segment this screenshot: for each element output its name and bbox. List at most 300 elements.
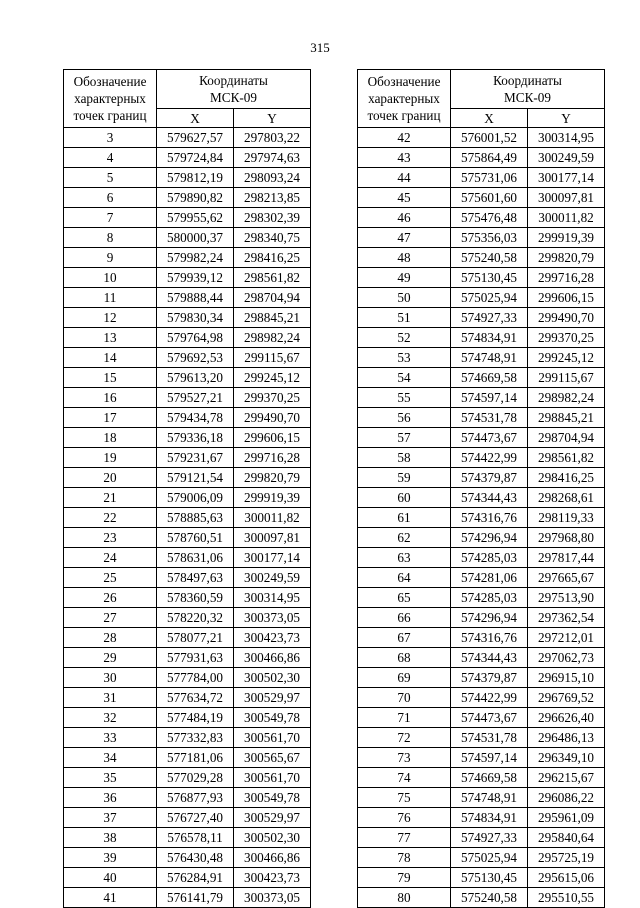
x-coordinate: 578497,63 [157, 568, 234, 588]
x-coordinate: 577029,28 [157, 768, 234, 788]
y-coordinate: 300097,81 [528, 188, 605, 208]
point-number: 28 [64, 628, 157, 648]
x-coordinate: 576877,93 [157, 788, 234, 808]
y-coordinate: 298704,94 [528, 428, 605, 448]
y-coordinate: 298340,75 [234, 228, 311, 248]
coordinates-table-right [357, 69, 605, 908]
x-coordinate: 578885,63 [157, 508, 234, 528]
table-row [64, 368, 311, 388]
x-coordinate: 579939,12 [157, 268, 234, 288]
y-coordinate: 298093,24 [234, 168, 311, 188]
x-coordinate: 574379,87 [451, 468, 528, 488]
y-coordinate: 300561,70 [234, 728, 311, 748]
x-coordinate: 574669,58 [451, 368, 528, 388]
y-coordinate: 299490,70 [528, 308, 605, 328]
x-coordinate: 579336,18 [157, 428, 234, 448]
y-coordinate: 299370,25 [528, 328, 605, 348]
y-coordinate: 299245,12 [528, 348, 605, 368]
table-row [64, 748, 311, 768]
y-coordinate: 300423,73 [234, 868, 311, 888]
y-coordinate: 296626,40 [528, 708, 605, 728]
point-number: 7 [64, 208, 157, 228]
table-row [64, 168, 311, 188]
point-number: 12 [64, 308, 157, 328]
table-row [358, 768, 605, 788]
y-coordinate: 296915,10 [528, 668, 605, 688]
table-row [64, 548, 311, 568]
table-row [358, 788, 605, 808]
point-number: 13 [64, 328, 157, 348]
table-row [358, 128, 605, 148]
x-coordinate: 575356,03 [451, 228, 528, 248]
point-number: 47 [358, 228, 451, 248]
x-coordinate: 575240,58 [451, 888, 528, 908]
point-number: 62 [358, 528, 451, 548]
table-row [358, 808, 605, 828]
y-coordinate: 300314,95 [234, 588, 311, 608]
table-row [358, 868, 605, 888]
x-coordinate: 574531,78 [451, 728, 528, 748]
point-number: 56 [358, 408, 451, 428]
y-coordinate: 300565,67 [234, 748, 311, 768]
y-coordinate: 298416,25 [234, 248, 311, 268]
designation-header-line: точек границ [73, 108, 147, 123]
table-row [358, 628, 605, 648]
table-row [358, 528, 605, 548]
y-coordinate: 300177,14 [234, 548, 311, 568]
y-coordinate: 298561,82 [234, 268, 311, 288]
y-coordinate: 298845,21 [528, 408, 605, 428]
table-row [358, 688, 605, 708]
y-coordinate: 300097,81 [234, 528, 311, 548]
x-coordinate: 577784,00 [157, 668, 234, 688]
table-row [64, 648, 311, 668]
designation-header [64, 70, 157, 128]
x-coordinate: 574748,91 [451, 348, 528, 368]
y-coordinate: 298302,39 [234, 208, 311, 228]
table-row [64, 528, 311, 548]
designation-header-line: Обозначение [73, 74, 147, 89]
point-number: 67 [358, 628, 451, 648]
x-coordinate: 579527,21 [157, 388, 234, 408]
y-coordinate: 300549,78 [234, 708, 311, 728]
x-coordinate: 577332,83 [157, 728, 234, 748]
table-row [64, 808, 311, 828]
x-coordinate: 579982,24 [157, 248, 234, 268]
y-coordinate: 300423,73 [234, 628, 311, 648]
x-coordinate: 574597,14 [451, 748, 528, 768]
x-coordinate: 575130,45 [451, 268, 528, 288]
point-number: 64 [358, 568, 451, 588]
point-number: 26 [64, 588, 157, 608]
coordinates-header-line: МСК-09 [504, 90, 551, 106]
y-coordinate: 299919,39 [234, 488, 311, 508]
coordinates-header-line: Координаты [493, 73, 562, 89]
x-coordinate: 574473,67 [451, 708, 528, 728]
x-coordinate: 579830,34 [157, 308, 234, 328]
x-coordinate: 574669,58 [451, 768, 528, 788]
table-row [358, 228, 605, 248]
point-number: 72 [358, 728, 451, 748]
y-coordinate: 299820,79 [234, 468, 311, 488]
coordinates-header-line: Координаты [199, 73, 268, 89]
x-coordinate: 574422,99 [451, 448, 528, 468]
y-coordinate: 299606,15 [528, 288, 605, 308]
y-coordinate: 298704,94 [234, 288, 311, 308]
y-coordinate: 296486,13 [528, 728, 605, 748]
table-row [358, 448, 605, 468]
x-coordinate: 574834,91 [451, 328, 528, 348]
point-number: 4 [64, 148, 157, 168]
point-number: 57 [358, 428, 451, 448]
x-coordinate: 574316,76 [451, 508, 528, 528]
table-row [64, 508, 311, 528]
y-coordinate: 298982,24 [234, 328, 311, 348]
y-coordinate: 298119,33 [528, 508, 605, 528]
point-number: 18 [64, 428, 157, 448]
table-row [358, 668, 605, 688]
x-coordinate: 579627,57 [157, 128, 234, 148]
table-row [358, 748, 605, 768]
designation-header-line: точек границ [367, 108, 441, 123]
point-number: 24 [64, 548, 157, 568]
point-number: 10 [64, 268, 157, 288]
x-coordinate: 574927,33 [451, 308, 528, 328]
table-row [358, 468, 605, 488]
point-number: 77 [358, 828, 451, 848]
x-coordinate: 574748,91 [451, 788, 528, 808]
point-number: 51 [358, 308, 451, 328]
table-row [358, 568, 605, 588]
table-row [358, 308, 605, 328]
table-row [64, 388, 311, 408]
table-row [64, 488, 311, 508]
y-coordinate: 299490,70 [234, 408, 311, 428]
x-coordinate: 574927,33 [451, 828, 528, 848]
point-number: 69 [358, 668, 451, 688]
y-coordinate: 297062,73 [528, 648, 605, 668]
y-coordinate: 295725,19 [528, 848, 605, 868]
point-number: 30 [64, 668, 157, 688]
y-coordinate: 300249,59 [234, 568, 311, 588]
table-row [64, 128, 311, 148]
y-coordinate: 297665,67 [528, 568, 605, 588]
y-coordinate: 299115,67 [528, 368, 605, 388]
x-coordinate: 580000,37 [157, 228, 234, 248]
coordinates-header [451, 70, 605, 109]
table-row [358, 548, 605, 568]
y-coordinate: 300011,82 [234, 508, 311, 528]
x-coordinate: 579692,53 [157, 348, 234, 368]
point-number: 31 [64, 688, 157, 708]
y-coordinate: 300373,05 [234, 608, 311, 628]
y-header: Y [528, 109, 605, 128]
point-number: 43 [358, 148, 451, 168]
x-coordinate: 576284,91 [157, 868, 234, 888]
table-row [358, 848, 605, 868]
point-number: 33 [64, 728, 157, 748]
table-row [358, 508, 605, 528]
point-number: 40 [64, 868, 157, 888]
table-row [64, 188, 311, 208]
x-coordinate: 574285,03 [451, 588, 528, 608]
point-number: 65 [358, 588, 451, 608]
point-number: 22 [64, 508, 157, 528]
point-number: 27 [64, 608, 157, 628]
table-row [64, 868, 311, 888]
point-number: 39 [64, 848, 157, 868]
table-row [64, 588, 311, 608]
point-number: 68 [358, 648, 451, 668]
table-row [64, 788, 311, 808]
y-coordinate: 300561,70 [234, 768, 311, 788]
coordinates-table-left [63, 69, 311, 908]
x-coordinate: 576001,52 [451, 128, 528, 148]
y-coordinate: 299115,67 [234, 348, 311, 368]
y-coordinate: 297817,44 [528, 548, 605, 568]
table-row [358, 728, 605, 748]
table-row [64, 708, 311, 728]
y-coordinate: 295615,06 [528, 868, 605, 888]
table-row [64, 468, 311, 488]
y-coordinate: 296086,22 [528, 788, 605, 808]
point-number: 6 [64, 188, 157, 208]
point-number: 38 [64, 828, 157, 848]
y-coordinate: 299370,25 [234, 388, 311, 408]
table-row [64, 308, 311, 328]
designation-header-line: Обозначение [367, 74, 441, 89]
x-coordinate: 579613,20 [157, 368, 234, 388]
y-coordinate: 295961,09 [528, 808, 605, 828]
x-coordinate: 575864,49 [451, 148, 528, 168]
table-row [64, 288, 311, 308]
x-coordinate: 574597,14 [451, 388, 528, 408]
designation-header-line: характерных [74, 91, 146, 106]
y-coordinate: 300529,97 [234, 808, 311, 828]
y-coordinate: 297974,63 [234, 148, 311, 168]
x-coordinate: 578631,06 [157, 548, 234, 568]
point-number: 20 [64, 468, 157, 488]
x-coordinate: 578220,32 [157, 608, 234, 628]
point-number: 34 [64, 748, 157, 768]
y-coordinate: 300466,86 [234, 848, 311, 868]
x-coordinate: 576430,48 [157, 848, 234, 868]
table-row [358, 268, 605, 288]
point-number: 17 [64, 408, 157, 428]
y-coordinate: 297968,80 [528, 528, 605, 548]
x-coordinate: 574834,91 [451, 808, 528, 828]
y-coordinate: 298982,24 [528, 388, 605, 408]
point-number: 5 [64, 168, 157, 188]
x-coordinate: 574473,67 [451, 428, 528, 448]
page-number: 315 [310, 40, 330, 55]
x-coordinate: 574285,03 [451, 548, 528, 568]
point-number: 54 [358, 368, 451, 388]
table-row [64, 228, 311, 248]
x-coordinate: 575731,06 [451, 168, 528, 188]
x-coordinate: 574281,06 [451, 568, 528, 588]
x-coordinate: 575601,60 [451, 188, 528, 208]
y-coordinate: 297362,54 [528, 608, 605, 628]
point-number: 58 [358, 448, 451, 468]
x-coordinate: 574296,94 [451, 608, 528, 628]
table-row [64, 268, 311, 288]
x-coordinate: 577634,72 [157, 688, 234, 708]
table-row [64, 568, 311, 588]
point-number: 49 [358, 268, 451, 288]
x-coordinate: 578077,21 [157, 628, 234, 648]
table-row [64, 728, 311, 748]
y-coordinate: 297803,22 [234, 128, 311, 148]
point-number: 16 [64, 388, 157, 408]
point-number: 19 [64, 448, 157, 468]
point-number: 53 [358, 348, 451, 368]
y-coordinate: 295510,55 [528, 888, 605, 908]
x-coordinate: 575025,94 [451, 288, 528, 308]
table-row [64, 848, 311, 868]
point-number: 75 [358, 788, 451, 808]
table-row [64, 348, 311, 368]
x-coordinate: 575025,94 [451, 848, 528, 868]
point-number: 55 [358, 388, 451, 408]
x-coordinate: 574531,78 [451, 408, 528, 428]
table-row [64, 768, 311, 788]
x-coordinate: 574422,99 [451, 688, 528, 708]
table-row [64, 608, 311, 628]
y-coordinate: 298268,61 [528, 488, 605, 508]
table-row [64, 688, 311, 708]
point-number: 3 [64, 128, 157, 148]
y-coordinate: 296349,10 [528, 748, 605, 768]
point-number: 41 [64, 888, 157, 908]
point-number: 70 [358, 688, 451, 708]
x-coordinate: 575240,58 [451, 248, 528, 268]
y-coordinate: 297513,90 [528, 588, 605, 608]
y-coordinate: 296769,52 [528, 688, 605, 708]
point-number: 14 [64, 348, 157, 368]
x-coordinate: 574296,94 [451, 528, 528, 548]
y-coordinate: 299245,12 [234, 368, 311, 388]
point-number: 59 [358, 468, 451, 488]
point-number: 21 [64, 488, 157, 508]
table-row [358, 488, 605, 508]
x-coordinate: 578360,59 [157, 588, 234, 608]
x-coordinate: 579955,62 [157, 208, 234, 228]
y-coordinate: 300314,95 [528, 128, 605, 148]
point-number: 80 [358, 888, 451, 908]
y-coordinate: 298213,85 [234, 188, 311, 208]
x-coordinate: 577181,06 [157, 748, 234, 768]
y-coordinate: 300177,14 [528, 168, 605, 188]
coordinates-header-line: МСК-09 [210, 90, 257, 106]
table-row [358, 288, 605, 308]
point-number: 36 [64, 788, 157, 808]
y-coordinate: 300249,59 [528, 148, 605, 168]
x-coordinate: 576578,11 [157, 828, 234, 848]
point-number: 8 [64, 228, 157, 248]
y-coordinate: 300466,86 [234, 648, 311, 668]
table-row [64, 448, 311, 468]
y-coordinate: 295840,64 [528, 828, 605, 848]
x-coordinate: 579121,54 [157, 468, 234, 488]
y-coordinate: 300502,30 [234, 668, 311, 688]
point-number: 71 [358, 708, 451, 728]
x-coordinate: 579231,67 [157, 448, 234, 468]
designation-header [358, 70, 451, 128]
y-coordinate: 296215,67 [528, 768, 605, 788]
point-number: 63 [358, 548, 451, 568]
point-number: 25 [64, 568, 157, 588]
y-coordinate: 299919,39 [528, 228, 605, 248]
point-number: 66 [358, 608, 451, 628]
x-coordinate: 579764,98 [157, 328, 234, 348]
table-row [64, 208, 311, 228]
point-number: 46 [358, 208, 451, 228]
table-row [64, 628, 311, 648]
table-row [358, 368, 605, 388]
table-row [358, 168, 605, 188]
point-number: 79 [358, 868, 451, 888]
point-number: 48 [358, 248, 451, 268]
point-number: 32 [64, 708, 157, 728]
point-number: 76 [358, 808, 451, 828]
x-coordinate: 574344,43 [451, 488, 528, 508]
y-coordinate: 300373,05 [234, 888, 311, 908]
table-row [64, 328, 311, 348]
designation-header-line: характерных [368, 91, 440, 106]
table-row [358, 328, 605, 348]
y-header: Y [234, 109, 311, 128]
table-row [358, 648, 605, 668]
x-coordinate: 577484,19 [157, 708, 234, 728]
point-number: 44 [358, 168, 451, 188]
x-coordinate: 579890,82 [157, 188, 234, 208]
table-row [358, 148, 605, 168]
table-row [358, 708, 605, 728]
y-coordinate: 300011,82 [528, 208, 605, 228]
x-coordinate: 579724,84 [157, 148, 234, 168]
table-row [64, 828, 311, 848]
point-number: 73 [358, 748, 451, 768]
x-header: X [157, 109, 234, 128]
x-coordinate: 575476,48 [451, 208, 528, 228]
point-number: 35 [64, 768, 157, 788]
x-coordinate: 574344,43 [451, 648, 528, 668]
x-coordinate: 575130,45 [451, 868, 528, 888]
x-coordinate: 579434,78 [157, 408, 234, 428]
point-number: 52 [358, 328, 451, 348]
x-coordinate: 579812,19 [157, 168, 234, 188]
table-row [358, 428, 605, 448]
point-number: 42 [358, 128, 451, 148]
point-number: 60 [358, 488, 451, 508]
table-row [358, 828, 605, 848]
table-row [64, 148, 311, 168]
y-coordinate: 299716,28 [528, 268, 605, 288]
table-row [358, 608, 605, 628]
table-row [64, 668, 311, 688]
x-coordinate: 577931,63 [157, 648, 234, 668]
point-number: 11 [64, 288, 157, 308]
table-row [358, 388, 605, 408]
x-coordinate: 576727,40 [157, 808, 234, 828]
table-row [358, 348, 605, 368]
y-coordinate: 300502,30 [234, 828, 311, 848]
table-row [358, 208, 605, 228]
point-number: 50 [358, 288, 451, 308]
table-row [64, 408, 311, 428]
x-coordinate: 576141,79 [157, 888, 234, 908]
